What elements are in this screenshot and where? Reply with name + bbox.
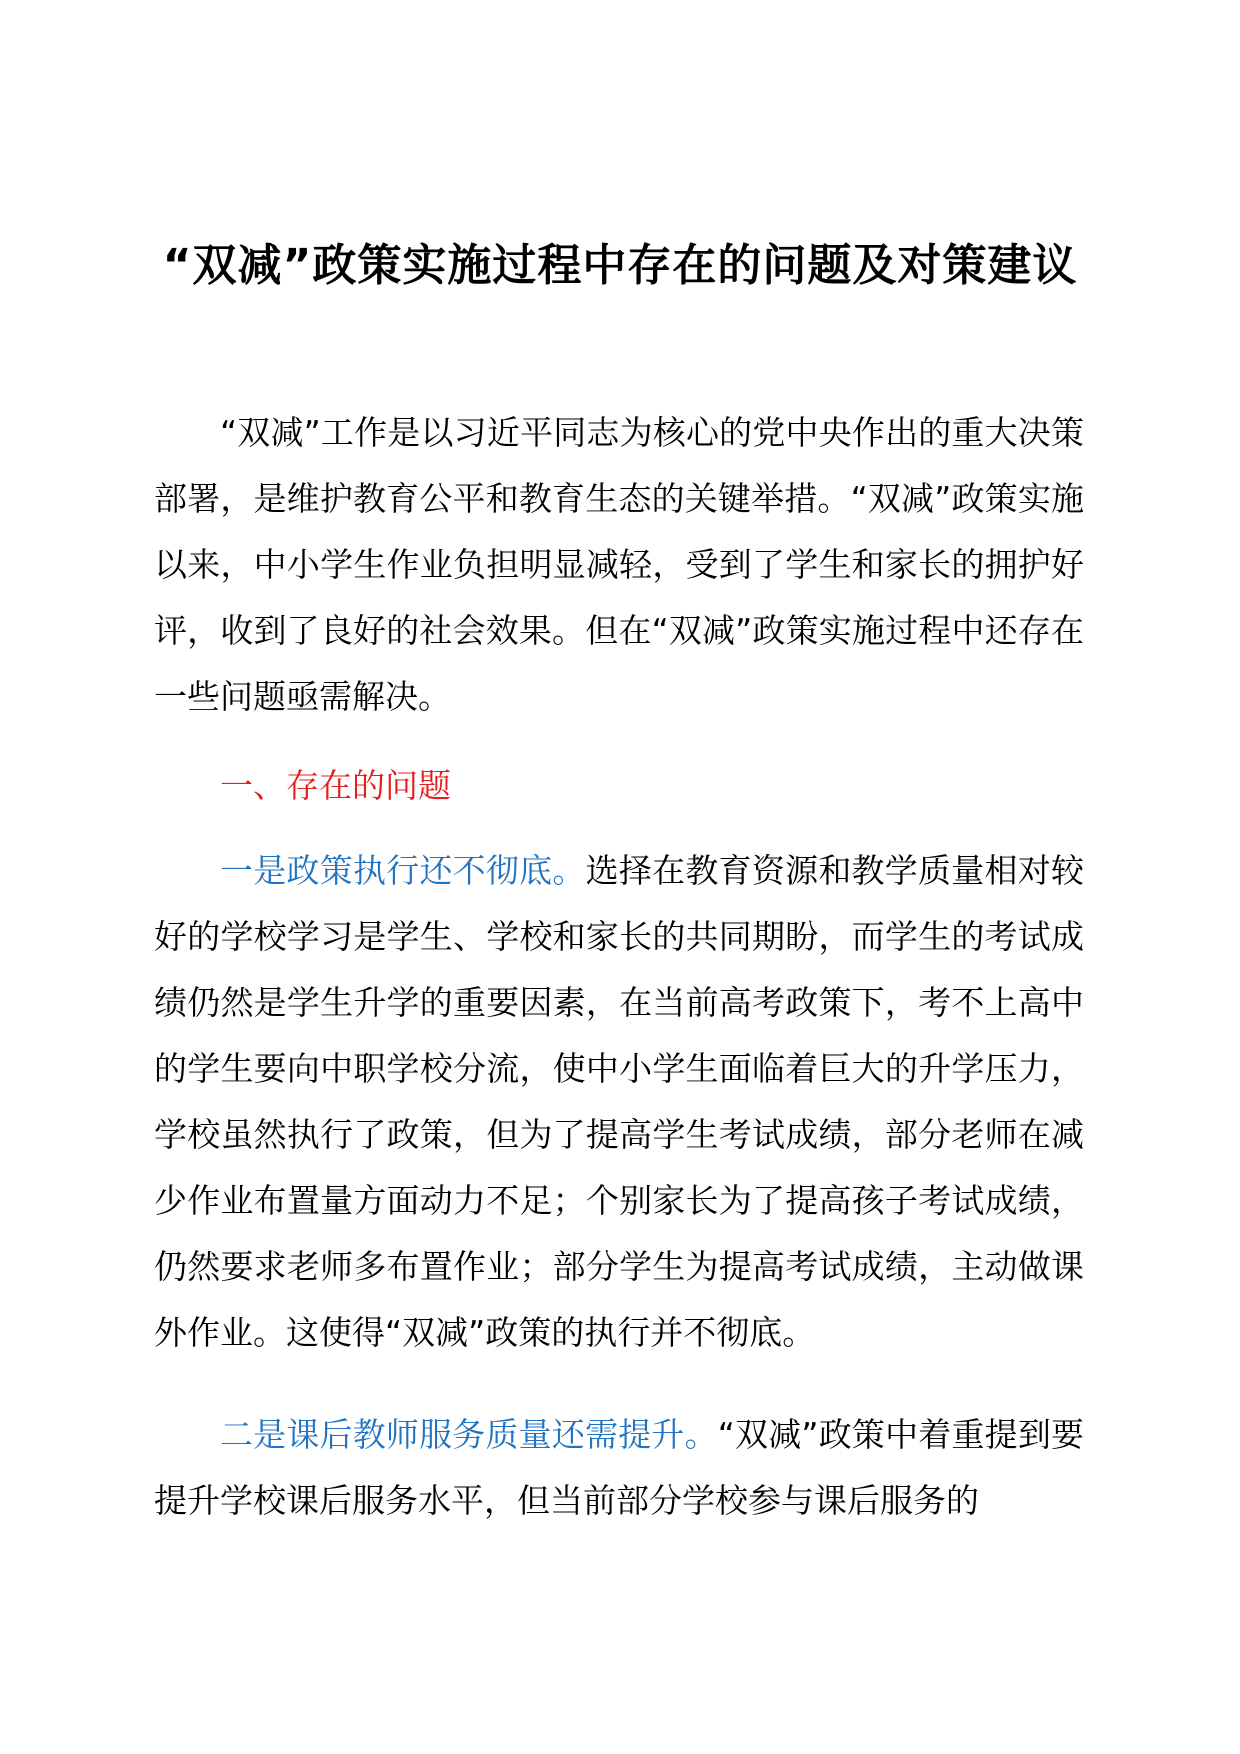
- point-two-lead: 二是课后教师服务质量还需提升。: [220, 1415, 718, 1454]
- point-two-body: “双减”政策中着重提到要提升学校课后服务水平，但当前部分学校参与课后服务的: [154, 1415, 1085, 1520]
- point-one-paragraph: [154, 838, 1084, 1366]
- document-title: “双减”政策实施过程中存在的问题及对策建议: [162, 240, 1078, 291]
- point-one-body: 选择在教育资源和教学质量相对较好的学校学习是学生、学校和家长的共同期盼，而学生的考试成绩仍然是学生升学的重要因素，在当前高考政策下，考不上高中的学生要向中职学校分流，使中小学生面临着巨大的升学压力，学校虽然执行了政策，但为了提高学生考试成绩，部分老师在减少作业布置量方面动力不足；个别家长为了提高孩子考试成绩，仍然要求老师多布置作业；部分学生为提高考试成绩，主动做课外作业。这使得“双减”政策的执行并不彻底。: [154, 851, 1085, 1352]
- point-one-lead: 一是政策执行还不彻底。: [220, 851, 586, 890]
- intro-paragraph: “双减”工作是以习近平同志为核心的党中央作出的重大决策部署，是维护教育公平和教育生态的关键举措。“双减”政策实施以来，中小学生作业负担明显减轻，受到了学生和家长的拥护好评，收到了良好的社会效果。但在“双减”政策实施过程中还存在一些问题亟需解决。: [154, 413, 1084, 716]
- point-two-paragraph: [154, 1402, 1084, 1534]
- section-heading-problems: 一、存在的问题: [220, 766, 451, 805]
